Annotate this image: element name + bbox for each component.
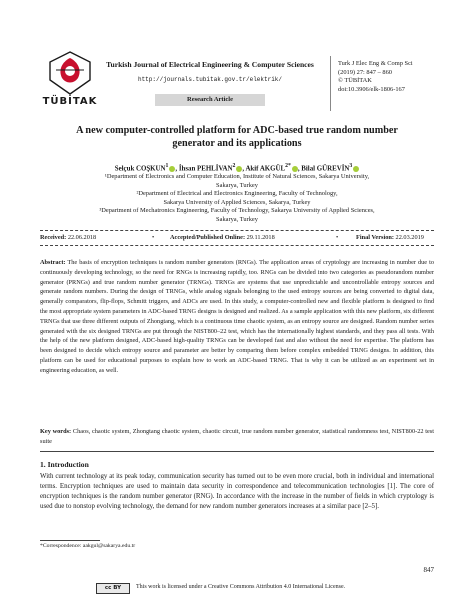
section-heading-introduction: 1. Introduction [40,460,89,469]
affiliation-line: ³Department of Mechatronics Engineering, Faculty of Technology, Sakarya University of Applied Sciences, [99,207,375,215]
author-list: Selçuk COŞKUN$^1$ , İhsan PEHLİVAN$^2$ , Akif $AKGÜL^{2*}$ , Bilal GÜREVİN$^3$ [30,163,444,172]
author-affil-sup: 2 [285,163,288,169]
publisher-logo-text: TÜBİTAK [42,96,98,107]
header-divider [330,56,331,111]
received-date: Received: 22.06.2018 [40,234,97,241]
article-type-badge: Research Article [155,94,265,106]
keywords-label: Key words: [40,428,72,435]
affiliation-line: ²Department of Electrical and Electronics Engineering, Faculty of Technology, [136,190,338,198]
citation-block [338,60,448,94]
keywords-text: Chaos, chaotic system, Zhongtang chaotic system, chaotic circuit, true random number generator, statistical randomness test, NIST800-22 test suite [40,428,434,445]
corresponding-mark: * [287,163,291,169]
affiliation-line: Sakarya, Turkey [216,215,258,223]
author-name: Selçuk COŞKUN [114,165,166,173]
date-bullet: • [336,234,339,241]
orcid-icon[interactable] [292,166,298,172]
keywords [40,427,434,447]
journal-url[interactable]: http://journals.tubitak.gov.tr/elektrik/ [137,76,283,83]
orcid-icon[interactable] [169,166,175,172]
citation-doi[interactable]: doi:10.3906/elk-1806-167 [338,85,405,93]
author-affil-sup: 2 [232,163,236,169]
affiliations [55,173,419,225]
author-name: İhsan PEHLİVAN [178,165,233,173]
publication-dates [40,230,434,246]
abstract [40,258,434,376]
cc-license-badge-icon[interactable]: cc BY [96,583,130,594]
affiliation-line: Sakarya University of Applied Sciences, Sakarya, Turkey [163,198,311,206]
citation-journal: Turk J Elec Eng & Comp Sci [338,60,413,67]
orcid-icon[interactable] [353,166,359,172]
citation-volume: (2019) 27: 847 – 860 [338,68,392,76]
author-name: Bilal GÜREVİN [301,165,350,173]
citation-copyright: © TÜBİTAK [338,77,372,85]
author-name: Akif AKGÜL [245,165,286,173]
abstract-text: The basis of encryption techniques is random number generators (RNGs). The application areas of cryptology are increasing in number due to continuously developing technology, so the need for RNGs is increasing rapidly, too. RNGs can be divided into two categories as pseudorandom number generator (PRNGs) and true random number generator (TRNGs). TRNGs are systems that use unpredictable and uncontrollable entropy sources and generate random numbers. During the design of TRNGs, while analog signals belonging to the used entropy sources are being converted to digital data, generally comparators, flip-flops, Schmitt triggers, and ADCs are used. In this study, a computer-controlled new and flexible platform is designed to find the most appropriate system parameters in ADC-based TRNG designs is designed and realized. As a sample application with this new platform, six different TRNGs that use three different outputs of Zhongtang, which is a continuous time chaotic system, as an entropy source are designed. Random number series generated with the six designed TRNGs are put through the NIST800–22 test, which has the internationally highest standards, and they pass all tests. With the help of the new platform designed, ADC-based high-quality TRNGs can be developed fast and also without the need for expertise. The platform has been designed to decide which entropy source and parameter are better by comparing them before complex embedded TRNG designs. In addition, this platform can be used for educational purposes to explain how to work an ADC-based TRNG. That is why it can be utilized as an experiment set in engineering education, as well. [40,259,434,374]
journal-name: Turkish Journal of Electrical Engineering & Computer Sciences [106,60,314,69]
paper-title-line-1: A new computer-controlled platform for ADC-based true random number [76,125,398,136]
tubitak-emblem-icon [44,50,96,96]
page-number: 847 [423,566,434,574]
accepted-date: Accepted/Published Online: 29.11.2018 [170,234,275,241]
abstract-label: Abstract: [40,259,66,266]
license-text: This work is licensed under a Creative Commons Attribution 4.0 International License. [136,584,346,590]
author-affil-sup: 1 [165,163,169,169]
correspondence-footnote: *Correspondence: aakgul@sakarya.edu.tr [40,543,136,549]
orcid-icon[interactable] [236,166,242,172]
footnote-rule [40,540,100,541]
paper-title [40,125,434,150]
final-version-date: Final Version: 22.03.2019 [356,234,424,241]
date-bullet: • [152,234,155,241]
section-divider [40,451,434,452]
affiliation-line: Sakarya, Turkey [216,181,258,189]
affiliation-line: ¹Department of Electronics and Computer Education, Institute of Natural Sciences, Sakarya University, [104,173,370,180]
paper-title-line-2: generator and its applications [172,137,302,149]
author-affil-sup: 3 [349,163,353,169]
introduction-text: With current technology at its peak today, communication security has turned out to be even more crucial, both in individual and international terms. Encryption techniques are used to maintain data security in correspondence and telecommunication technologies [1]. The core of encryption techniques is the random number generator (RNG). In accordance with the increase in the number of fields in which cryptology is used due to nonstop evolving technology, the demand for new random number generators increases at a similar pace [2–5]. [40,473,434,511]
